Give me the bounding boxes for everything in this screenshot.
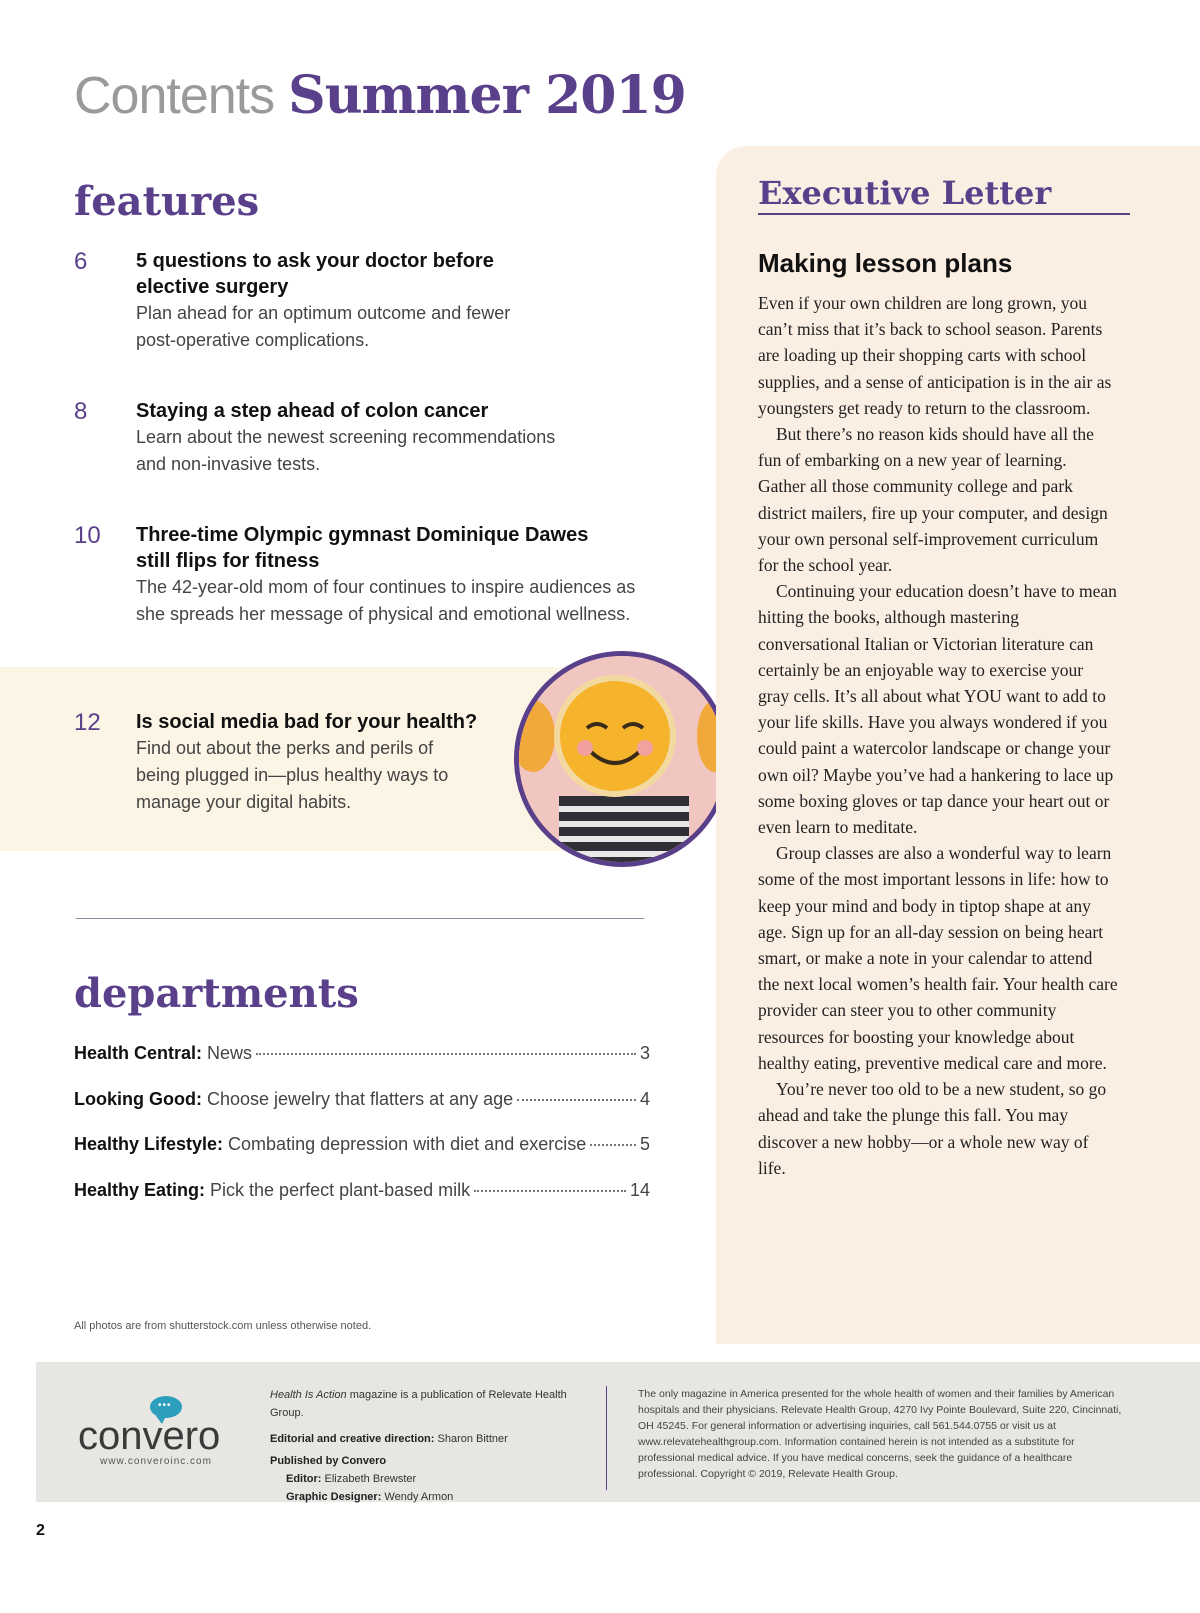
- letter-title: Making lesson plans: [758, 248, 1013, 278]
- feature-page-number: 10: [74, 522, 101, 549]
- department-item[interactable]: [74, 1089, 650, 1110]
- publication-text: magazine is a publication of Relevate Health Group.: [270, 1389, 567, 1419]
- feature-title: Is social media bad for your health?: [136, 711, 478, 733]
- letter-paragraph: Continuing your education doesn’t have to mean hitting the books, although mastering conversational Italian or Victorian literature can certainly be an enjoyable way to exercise your gray cells. It’s all about what YOU want to add to your life skills. Have you always wondered if you could paint a watercolor landscape or change your own oil? Maybe you’ve had a hankering to lace up some boxing gloves or tap dance your heart out or even learn to meditate.: [758, 581, 1117, 838]
- convero-logo[interactable]: [78, 1396, 238, 1476]
- letter-paragraph: Group classes are also a wonderful way to learn some of the most important lessons in life: how to keep your mind and body in tiptop shape at any age. Sign up for an all-day session on being heart smart, or make a note in your calendar to attend the next local women’s health fair. Your health care provider can steer you to other community resources for boosting your knowledge about healthy eating, preventive medical care and more.: [758, 843, 1118, 1073]
- letter-paragraph: But there’s no reason kids should have all the fun of embarking on a new year of learning. Gather all those community college and park district mailers, fire up your computer, and design your own personal self-improvement curriculum for the school year.: [758, 424, 1108, 576]
- department-page-number: 3: [639, 1043, 650, 1063]
- feature-description: The 42-year-old mom of four continues to inspire audiences as she spreads her message of physical and emotional wellness.: [136, 577, 636, 624]
- feature-description: Learn about the newest screening recommendations and non-invasive tests.: [136, 427, 556, 474]
- department-text: Pick the perfect plant-based milk: [210, 1180, 471, 1200]
- feature-title: Three-time Olympic gymnast Dominique Dawes still flips for fitness: [136, 524, 589, 572]
- features-heading: features: [74, 178, 260, 225]
- department-item[interactable]: [74, 1043, 650, 1064]
- department-item[interactable]: [74, 1134, 650, 1155]
- department-label: Looking Good:: [74, 1089, 202, 1109]
- department-text: News: [207, 1043, 253, 1063]
- designer-label: Graphic Designer:: [286, 1491, 382, 1503]
- editorial-value: Sharon Bittner: [434, 1433, 508, 1445]
- published-by: Published by Convero: [270, 1455, 387, 1467]
- masthead-credits: [270, 1386, 590, 1506]
- designer-line: [270, 1488, 590, 1506]
- department-label: Healthy Eating:: [74, 1180, 206, 1200]
- footer-divider: [606, 1386, 607, 1490]
- logo-url[interactable]: www.converoinc.com: [100, 1456, 212, 1467]
- editor-value: Elizabeth Brewster: [321, 1473, 417, 1485]
- editor-label: Editor:: [286, 1473, 322, 1485]
- department-page-number: 4: [639, 1089, 650, 1109]
- editorial-label: Editorial and creative direction:: [270, 1433, 435, 1445]
- leader-dots: [474, 1190, 626, 1192]
- bubble-dots-icon: •••: [158, 1400, 172, 1411]
- department-item[interactable]: [74, 1180, 650, 1201]
- magazine-name: Health Is Action: [270, 1389, 347, 1401]
- department-text: Choose jewelry that flatters at any age: [206, 1089, 514, 1109]
- page-title: [74, 65, 686, 126]
- department-text: Combating depression with diet and exercise: [228, 1134, 587, 1154]
- feature-page-number: 8: [74, 398, 88, 425]
- section-divider: [76, 918, 644, 919]
- title-issue: Summer 2019: [288, 65, 686, 126]
- designer-value: Wendy Armon: [381, 1491, 454, 1503]
- leader-dots: [590, 1144, 636, 1146]
- disclaimer-text: The only magazine in America presented for the whole health of women and their families by American hospitals and their physicians. Relevate Health Group, 4270 Ivy Pointe Boulevard, Suite 220, Cincinnati, OH 45245. For general information or advertising inquiries, call 561.544.0755 or visit us at www.relevatehealthgroup.com. Information contained herein is not intended as a substitute for professional medical advice. If you have medical concerns, seek the guidance of a healthcare professional. Copyright © 2019, Relevate Health Group.: [638, 1388, 1122, 1480]
- editorial-line: [270, 1430, 590, 1448]
- feature-page-number: 6: [74, 248, 88, 275]
- executive-heading-rule: [758, 213, 1130, 215]
- feature-description: Find out about the perks and perils of being plugged in—plus healthy ways to manage your digital habits.: [136, 738, 449, 812]
- feature-title: Staying a step ahead of colon cancer: [136, 400, 489, 422]
- feature-description: Plan ahead for an optimum outcome and fewer post-operative complications.: [136, 303, 511, 350]
- feature-title: 5 questions to ask your doctor before elective surgery: [136, 250, 494, 298]
- department-label: Health Central:: [74, 1043, 203, 1063]
- logo-wordmark: convero: [78, 1414, 221, 1458]
- title-contents: Contents: [74, 67, 275, 125]
- feature-page-number: 12: [74, 709, 101, 736]
- department-page-number: 14: [629, 1180, 650, 1200]
- editor-line: [270, 1470, 590, 1488]
- department-page-number: 5: [639, 1134, 650, 1154]
- department-label: Healthy Lifestyle:: [74, 1134, 224, 1154]
- executive-letter-heading: Executive Letter: [758, 174, 1052, 212]
- leader-dots: [517, 1099, 636, 1101]
- letter-paragraph: You’re never too old to be a new student, so go ahead and take the plunge this fall. You may discover a new hobby—or a whole new way of life.: [758, 1079, 1107, 1178]
- photo-credit: All photos are from shutterstock.com unless otherwise noted.: [74, 1320, 372, 1332]
- social-media-photo: [514, 651, 730, 867]
- leader-dots: [256, 1053, 636, 1055]
- letter-paragraph: Even if your own children are long grown, you can’t miss that it’s back to school season. Parents are loading up their shopping carts with school supplies, and a sense of anticipation is in the air as youngsters get ready to return to the classroom.: [758, 293, 1112, 418]
- departments-heading: departments: [74, 970, 359, 1017]
- publication-line: [270, 1386, 590, 1422]
- emoji-mask-illustration: [519, 656, 725, 862]
- letter-body: [758, 290, 1118, 1181]
- page-number: 2: [36, 1522, 45, 1539]
